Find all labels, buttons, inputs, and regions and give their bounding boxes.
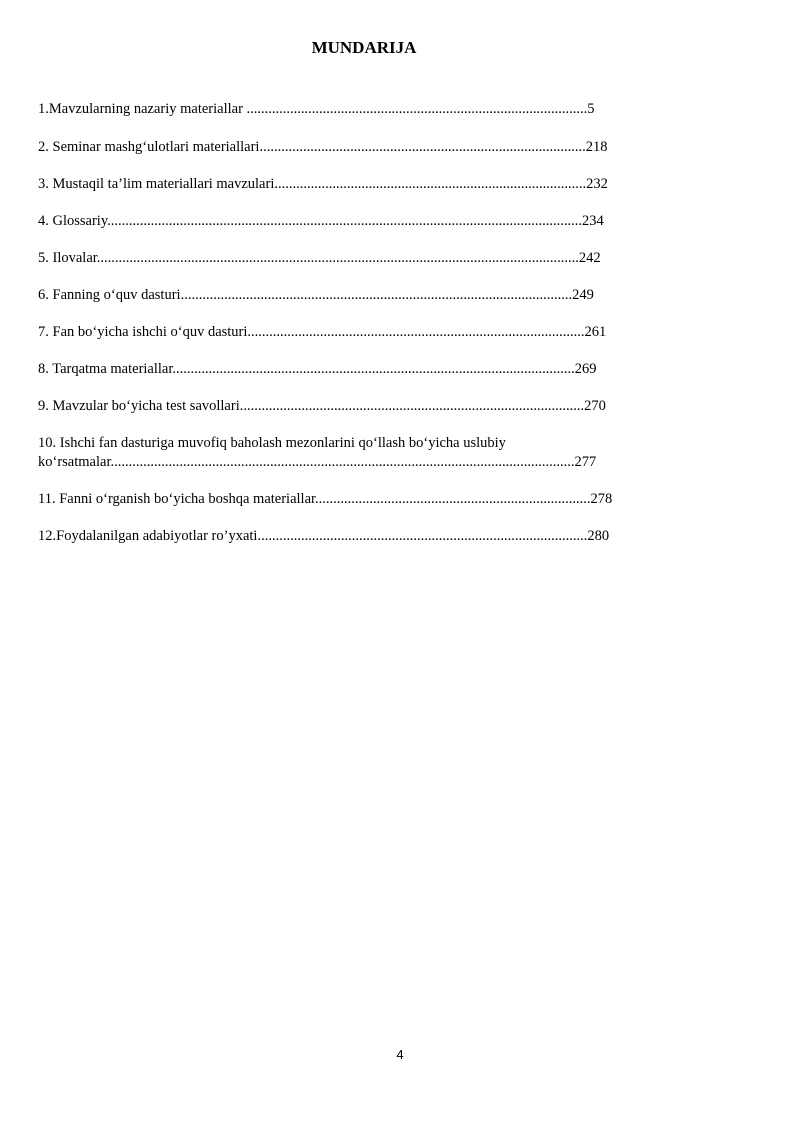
toc-item-7: [38, 323, 606, 342]
toc-item-page: 270: [584, 398, 606, 414]
toc-item-title: 5. Ilovalar: [38, 250, 97, 266]
toc-leader-dots: ............................................................................: [315, 491, 591, 507]
toc-item-page: 269: [574, 361, 597, 377]
toc-item-page: 218: [585, 139, 608, 155]
toc-item-page: 280: [587, 528, 610, 544]
toc-item-title-continued: ko‘rsatmalar: [38, 454, 111, 470]
toc-item-10: [38, 434, 596, 472]
toc-item-page: 277: [574, 454, 597, 470]
toc-item-12: [38, 527, 609, 546]
toc-item-1: [38, 100, 595, 119]
toc-leader-dots: .............................................................................................: [247, 324, 585, 340]
toc-item-2: [38, 138, 607, 157]
toc-item-4: [38, 212, 604, 231]
toc-item-page: 232: [586, 176, 608, 192]
toc-leader-dots: ............................................................................................................: [180, 287, 573, 303]
toc-item-page: 278: [590, 491, 613, 507]
toc-item-title: 1.Mavzularning nazariy materiallar: [38, 101, 247, 117]
toc-item-continuation: [38, 453, 596, 472]
page-title: MUNDARIJA: [311, 38, 417, 57]
page-number: 4: [396, 1047, 404, 1062]
toc-leader-dots: ..............................................................................................: [246, 101, 588, 117]
toc-item-5: [38, 249, 601, 268]
toc-item-title: 2. Seminar mashg‘ulotlari materiallari: [38, 139, 260, 155]
toc-leader-dots: ......................................................................................: [274, 176, 587, 192]
toc-item-page: 249: [572, 287, 594, 303]
toc-item-title: 4. Glossariy: [38, 213, 108, 229]
toc-leader-dots: ..........................................................................................: [259, 139, 586, 155]
toc-item-page: 242: [578, 250, 601, 266]
toc-item-6: [38, 286, 594, 305]
toc-item-page: 234: [582, 213, 604, 229]
toc-item-3: [38, 175, 608, 194]
toc-item-title: 7. Fan bo‘yicha ishchi o‘quv dasturi: [38, 324, 248, 340]
toc-item-title: 10. Ishchi fan dasturiga muvofiq baholash mezonlarini qo‘llash bo‘yicha uslubiy: [38, 435, 506, 451]
toc-item-8: [38, 360, 597, 379]
toc-leader-dots: .....................................................................................................................................: [96, 250, 579, 266]
toc-leader-dots: ...............................................................................................: [239, 398, 585, 414]
toc-leader-dots: ...........................................................................................: [257, 528, 588, 544]
toc-item-title: 12.Foydalanilgan adabiyotlar ro’yxati: [38, 528, 258, 544]
toc-item-page: 5: [587, 101, 595, 117]
toc-item-title: 11. Fanni o‘rganish bo‘yicha boshqa materiallar: [38, 491, 316, 507]
toc-item-9: [38, 397, 606, 416]
toc-item-title: 6. Fanning o‘quv dasturi: [38, 287, 181, 303]
toc-item-11: [38, 490, 612, 509]
toc-item-title: 9. Mavzular bo‘yicha test savollari: [38, 398, 240, 414]
toc-item-title: 8. Tarqatma materiallar: [38, 361, 173, 377]
toc-leader-dots: ...............................................................................................................: [172, 361, 575, 377]
toc-leader-dots: ................................................................................................................................: [110, 454, 575, 470]
toc-leader-dots: ...................................................................................................................................: [107, 213, 583, 229]
toc-item-page: 261: [584, 324, 607, 340]
toc-item-title: 3. Mustaqil ta’lim materiallari mavzulari: [38, 176, 275, 192]
